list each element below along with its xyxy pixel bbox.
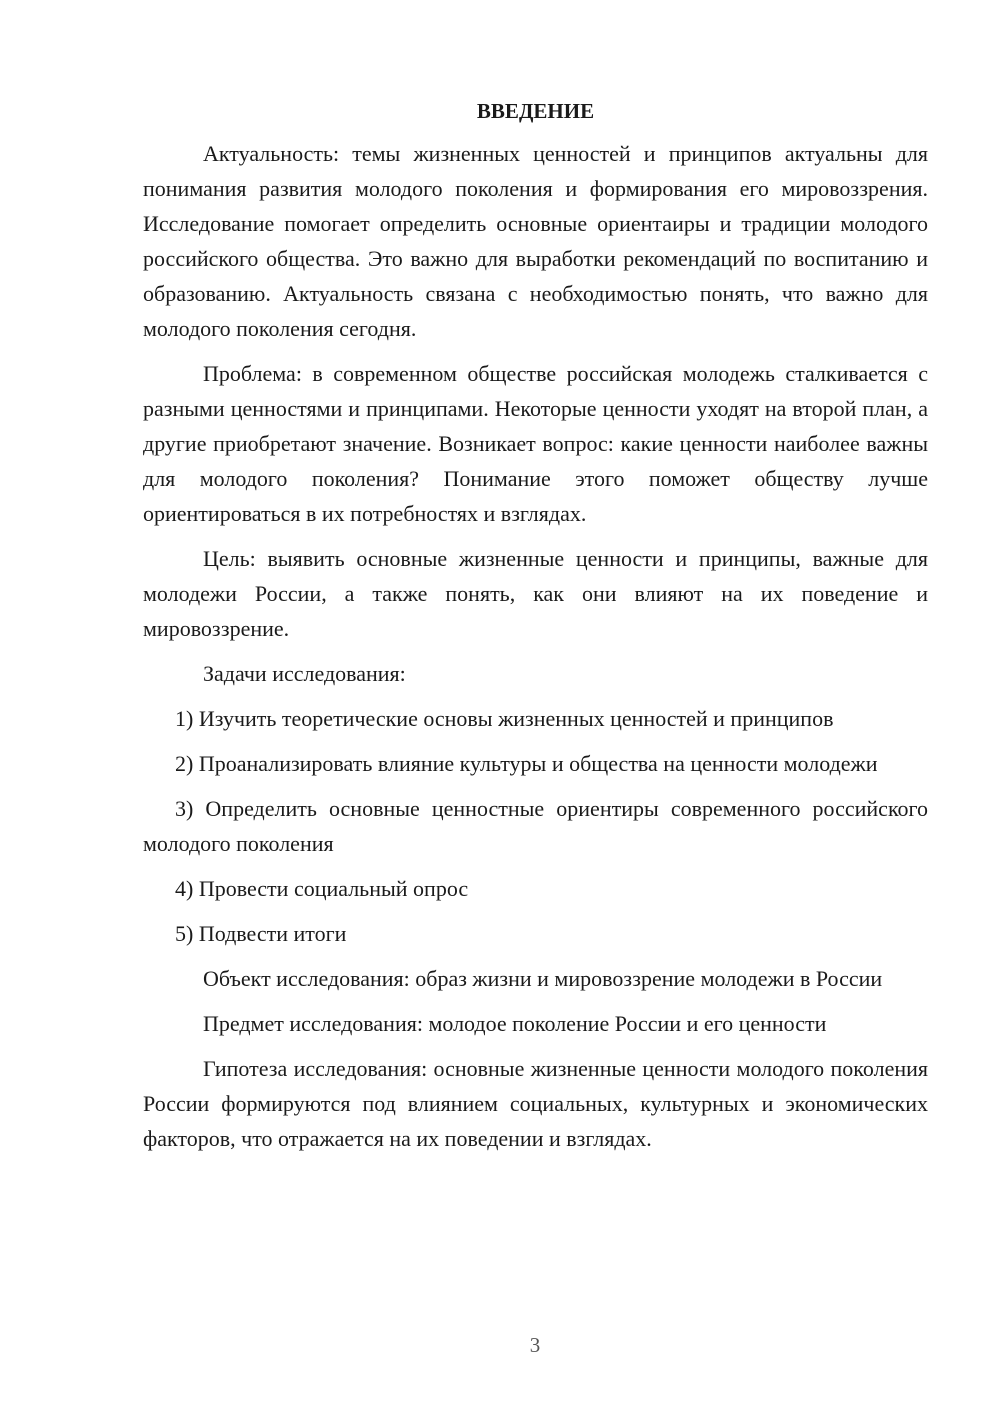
- relevance-paragraph: Актуальность: темы жизненных ценностей и принципов актуальны для понимания развития молодого поколения и формирования его мировоззрения. Исследование помогает определить основные ориентаиры и традиции молодого российского общества. Это важно для выработки рекомендаций по воспитанию и образованию. Актуальность связана с необходимостью понять, что важно для молодого поколения сегодня.: [143, 141, 928, 341]
- goal-paragraph: Цель: выявить основные жизненные ценности и принципы, важные для молодежи России, а также понять, как они влияют на их поведение и мировоззрение.: [143, 546, 928, 641]
- document-page: [143, 96, 928, 1166]
- task-item: 1) Изучить теоретические основы жизненных ценностей и принципов: [175, 706, 834, 731]
- task-item: 4) Провести социальный опрос: [175, 876, 469, 901]
- tasks-heading: Задачи исследования:: [203, 661, 406, 686]
- object-paragraph: Объект исследования: образ жизни и мировоззрение молодежи в России: [203, 966, 883, 991]
- page-number: 3: [529, 1333, 541, 1357]
- task-item: 5) Подвести итоги: [175, 921, 347, 946]
- hypothesis-paragraph: Гипотеза исследования: основные жизненные ценности молодого поколения России формируются под влиянием социальных, культурных и экономических факторов, что отражается на их поведении и взглядах.: [143, 1056, 928, 1151]
- problem-paragraph: Проблема: в современном обществе российская молодежь сталкивается с разными ценностями и принципами. Некоторые ценности уходят на второй план, а другие приобретают значение. Возникает вопрос: какие ценности наиболее важны для молодого поколения? Понимание этого поможет обществу лучше ориентироваться в их потребностях и взглядах.: [143, 361, 928, 526]
- subject-paragraph: Предмет исследования: молодое поколение России и его ценности: [203, 1011, 827, 1036]
- task-item: 3) Определить основные ценностные ориентиры современного российского молодого поколения: [143, 796, 928, 856]
- task-item: 2) Проанализировать влияние культуры и общества на ценности молодежи: [175, 751, 878, 776]
- section-heading: ВВЕДЕНИЕ: [476, 99, 595, 123]
